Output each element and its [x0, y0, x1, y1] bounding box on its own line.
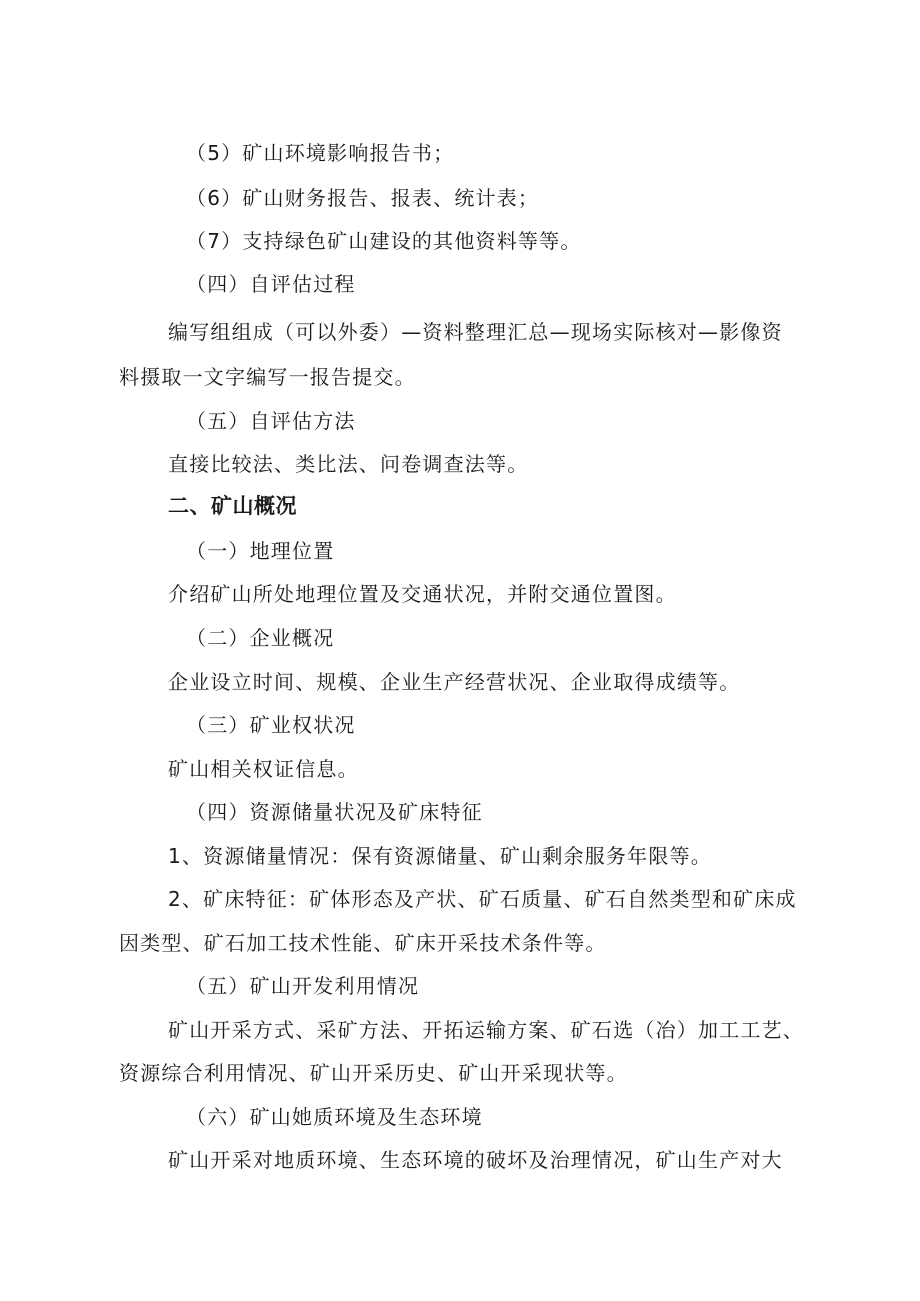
paragraph-line: 2、矿床特征：矿体形态及产状、矿石质量、矿石自然类型和矿床成 [168, 887, 797, 911]
subheading-self-assessment-method: （五）自评估方法 [186, 409, 356, 433]
paragraph-line: 直接比较法、类比法、问卷调查法等。 [168, 452, 529, 476]
list-item-5: （5）矿山环境影响报告书； [186, 141, 455, 165]
paragraph-line: 介绍矿山所处地理位置及交通状况，并附交通位置图。 [168, 582, 677, 606]
paragraph-line: 料摄取一文字编写一报告提交。 [119, 365, 416, 389]
subheading-geographic-location: （一）地理位置 [186, 539, 335, 563]
subheading-geo-eco-environment: （六）矿山她质环境及生态环境 [186, 1105, 483, 1129]
subheading-company-overview: （二）企业概况 [186, 626, 335, 650]
list-item-7: （7）支持绿色矿山建设的其他资料等等。 [186, 229, 582, 253]
paragraph-line: 1、资源储量情况：保有资源储量、矿山剩余服务年限等。 [168, 844, 712, 868]
paragraph-line: 企业设立时间、规模、企业生产经营状况、企业取得成绩等。 [168, 670, 741, 694]
paragraph-line: 矿山开采方式、采矿方法、开拓运输方案、矿石选（冶）加工工艺、 [168, 1018, 804, 1042]
subheading-self-assessment-process: （四）自评估过程 [186, 272, 356, 296]
list-item-6: （6）矿山财务报告、报表、统计表； [186, 186, 540, 210]
paragraph-line: 因类型、矿石加工技术性能、矿床开采技术条件等。 [119, 931, 607, 955]
paragraph-line: 矿山相关权证信息。 [168, 757, 359, 781]
section-heading-mine-overview: 二、矿山概况 [168, 494, 297, 518]
paragraph-line: 编写组组成（可以外委）—资料整理汇总—现场实际核对—影像资 [168, 320, 783, 344]
subheading-mine-development: （五）矿山开发利用情况 [186, 974, 420, 998]
subheading-mining-rights: （三）矿业权状况 [186, 713, 356, 737]
paragraph-line: 资源综合利用情况、矿山开采历史、矿山开采现状等。 [119, 1061, 628, 1085]
paragraph-line: 矿山开采对地质环境、生态环境的破坏及治理情况，矿山生产对大 [168, 1148, 783, 1172]
subheading-resource-reserves: （四）资源储量状况及矿床特征 [186, 800, 483, 824]
